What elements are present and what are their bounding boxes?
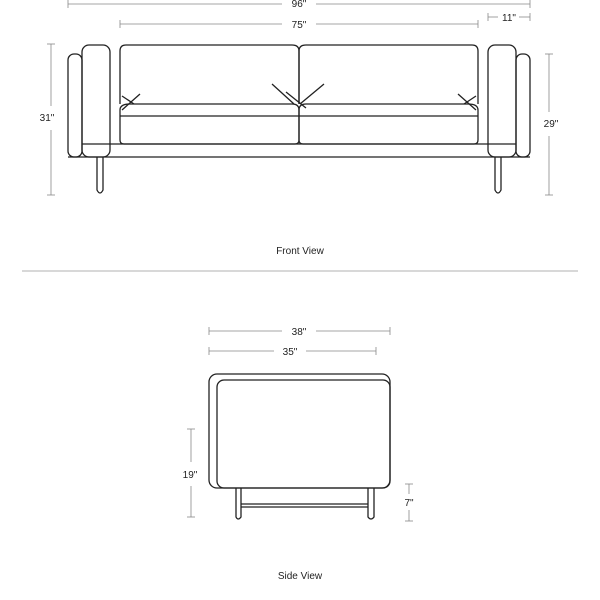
tuft-crease xyxy=(458,94,476,110)
dim-seat-height xyxy=(183,429,198,517)
seat-cushion-right xyxy=(299,104,478,144)
dim-leg-height xyxy=(404,484,414,521)
base-rail xyxy=(68,144,530,157)
left-arm-cushion xyxy=(82,45,110,157)
overall-depth-label: 38" xyxy=(291,327,307,338)
overall-height-label: 31" xyxy=(39,113,55,124)
back-cushion-right xyxy=(299,45,478,104)
side-view-caption: Side View xyxy=(277,571,323,582)
side-back-frame xyxy=(209,374,390,488)
left-arm xyxy=(68,54,82,157)
seat-width-label: 75" xyxy=(291,20,307,31)
seat-cushion-left xyxy=(120,104,299,144)
right-arm xyxy=(516,54,530,157)
side-arm-panel xyxy=(217,380,390,488)
dim-overall-width xyxy=(68,0,530,10)
side-base-frame xyxy=(368,488,374,519)
overall-width-label: 96" xyxy=(291,0,307,10)
arm-height-label: 29" xyxy=(543,119,559,130)
sofa-side xyxy=(209,374,390,519)
front-view-caption: Front View xyxy=(276,246,324,257)
tuft-crease xyxy=(122,94,140,110)
seat-height-label: 19" xyxy=(182,470,198,481)
right-arm-cushion xyxy=(488,45,516,157)
seat-depth-label: 35" xyxy=(282,347,298,358)
side-base-frame xyxy=(236,488,241,519)
leg-right xyxy=(495,157,501,193)
side-view xyxy=(183,327,414,582)
dim-arm-width xyxy=(488,13,530,24)
dim-arm-height xyxy=(544,54,559,195)
dim-seat-width xyxy=(120,20,478,31)
leg-left xyxy=(97,157,103,193)
sofa-front xyxy=(68,45,530,193)
leg-height-label: 7" xyxy=(404,498,414,509)
arm-width-label: 11" xyxy=(502,13,516,24)
back-cushion-left xyxy=(120,45,299,104)
dim-overall-height xyxy=(40,44,55,195)
dim-seat-depth xyxy=(209,347,376,358)
dim-overall-depth xyxy=(209,327,390,338)
front-view xyxy=(40,0,559,257)
